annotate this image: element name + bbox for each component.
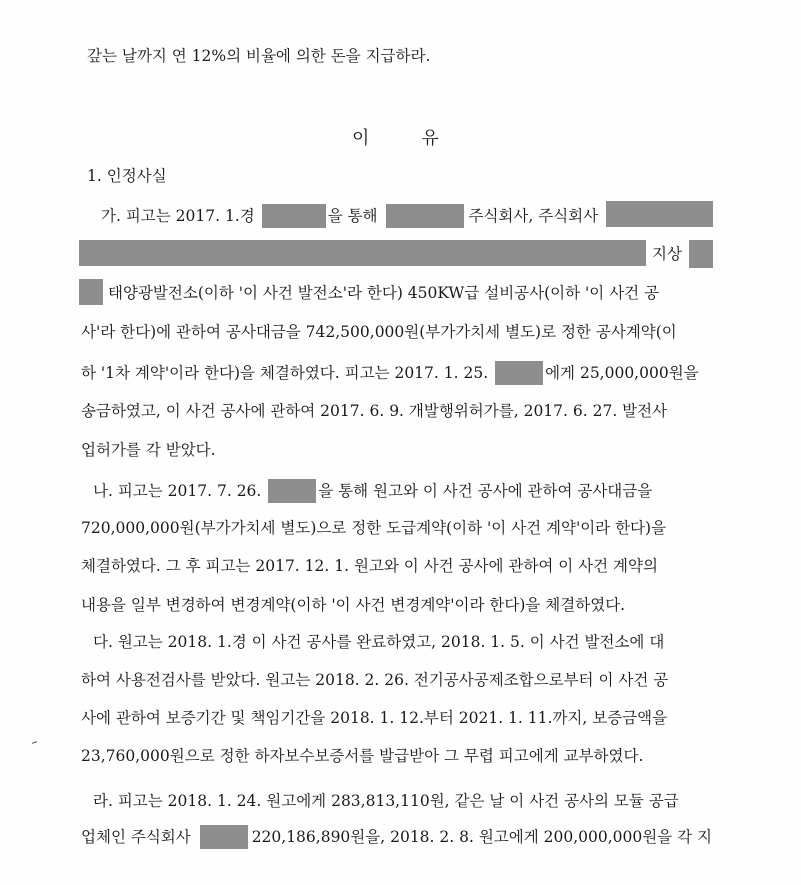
- scan-speck: [32, 741, 37, 744]
- redaction-block: [79, 240, 646, 266]
- redaction-block: [200, 825, 248, 849]
- para-ga-line-6: 송금하였고, 이 사건 공사에 관하여 2017. 6. 9. 개발행위허가를, 2017. 6. 27. 발전사: [81, 402, 668, 420]
- text-segment: 을 통해 원고와 이 사건 공사에 관하여 공사대금을: [318, 482, 653, 500]
- text-segment: 하 '1차 계약'이라 한다)을 체결하였다. 피고는 2017. 1. 25.: [81, 364, 489, 382]
- redaction-block: [268, 479, 316, 503]
- text-segment: 가. 피고는 2017. 1.경: [101, 207, 255, 225]
- para-ra-line-2: [81, 826, 712, 850]
- para-ga-line-7: 업허가를 각 받았다.: [81, 441, 216, 459]
- heading-findings: 1. 인정사실: [87, 167, 167, 185]
- para-na-line-3: 체결하였다. 그 후 피고는 2017. 12. 1. 원고와 이 사건 공사에 관하여 이 사건 계약의: [81, 557, 658, 575]
- para-ga-line-3: 태양광발전소(이하 '이 사건 발전소'라 한다) 450KW급 설비공사(이하 '이 사건 공: [108, 284, 660, 302]
- para-ga-line-4: 사'라 한다)에 관하여 공사대금을 742,500,000원(부가가치세 별도)로 정한 공사계약(이: [81, 323, 677, 341]
- text-segment: 에게 25,000,000원을: [545, 364, 699, 382]
- section-title: [352, 124, 439, 150]
- para-ga-line-2: 지상: [652, 245, 682, 263]
- title-char-2: 유: [421, 128, 439, 149]
- text-segment: 을 통해: [327, 207, 378, 225]
- para-ga-line-1: [101, 205, 598, 229]
- redaction-block: [262, 204, 326, 228]
- title-char-1: 이: [352, 128, 370, 149]
- para-da-line-4: 23,760,000원으로 정한 하자보수보증서를 발급받아 그 무렵 피고에게 교부하였다.: [81, 747, 644, 765]
- redaction-block: [606, 201, 713, 227]
- redaction-block: [79, 279, 103, 305]
- text-segment: 220,186,890원을, 2018. 2. 8. 원고에게 200,000,000원을 각 지: [251, 828, 713, 846]
- text-segment: 나. 피고는 2017. 7. 26.: [93, 482, 262, 500]
- para-na-line-4: 내용을 일부 변경하여 변경계약(이하 '이 사건 변경계약'이라 한다)을 체결하였다.: [81, 596, 626, 614]
- para-na-line-2: 720,000,000원(부가가치세 별도)으로 정한 도급계약(이하 '이 사건 계약'이라 한다)을: [81, 519, 667, 537]
- text-segment: 업체인 주식회사: [81, 828, 191, 846]
- redaction-block: [386, 204, 464, 228]
- para-na-line-1: [93, 480, 652, 504]
- para-da-line-2: 하여 사용전검사를 받았다. 원고는 2018. 2. 26. 전기공사공제조합으로부터 이 사건 공: [81, 671, 669, 689]
- para-da-line-3: 사에 관하여 보증기간 및 책임기간을 2018. 1. 12.부터 2021. 1. 11.까지, 보증금액을: [81, 709, 668, 727]
- text-segment: 주식회사, 주식회사: [468, 207, 599, 225]
- para-ra-line-1: 라. 피고는 2018. 1. 24. 원고에게 283,813,110원, 같은 날 이 사건 공사의 모듈 공급: [93, 792, 679, 810]
- redaction-block: [495, 361, 543, 385]
- redaction-block: [689, 240, 713, 268]
- order-tail-line: 갚는 날까지 연 12%의 비율에 의한 돈을 지급하라.: [87, 47, 431, 65]
- para-da-line-1: 다. 원고는 2018. 1.경 이 사건 공사를 완료하였고, 2018. 1. 5. 이 사건 발전소에 대: [93, 633, 665, 651]
- para-ga-line-5: [81, 362, 699, 386]
